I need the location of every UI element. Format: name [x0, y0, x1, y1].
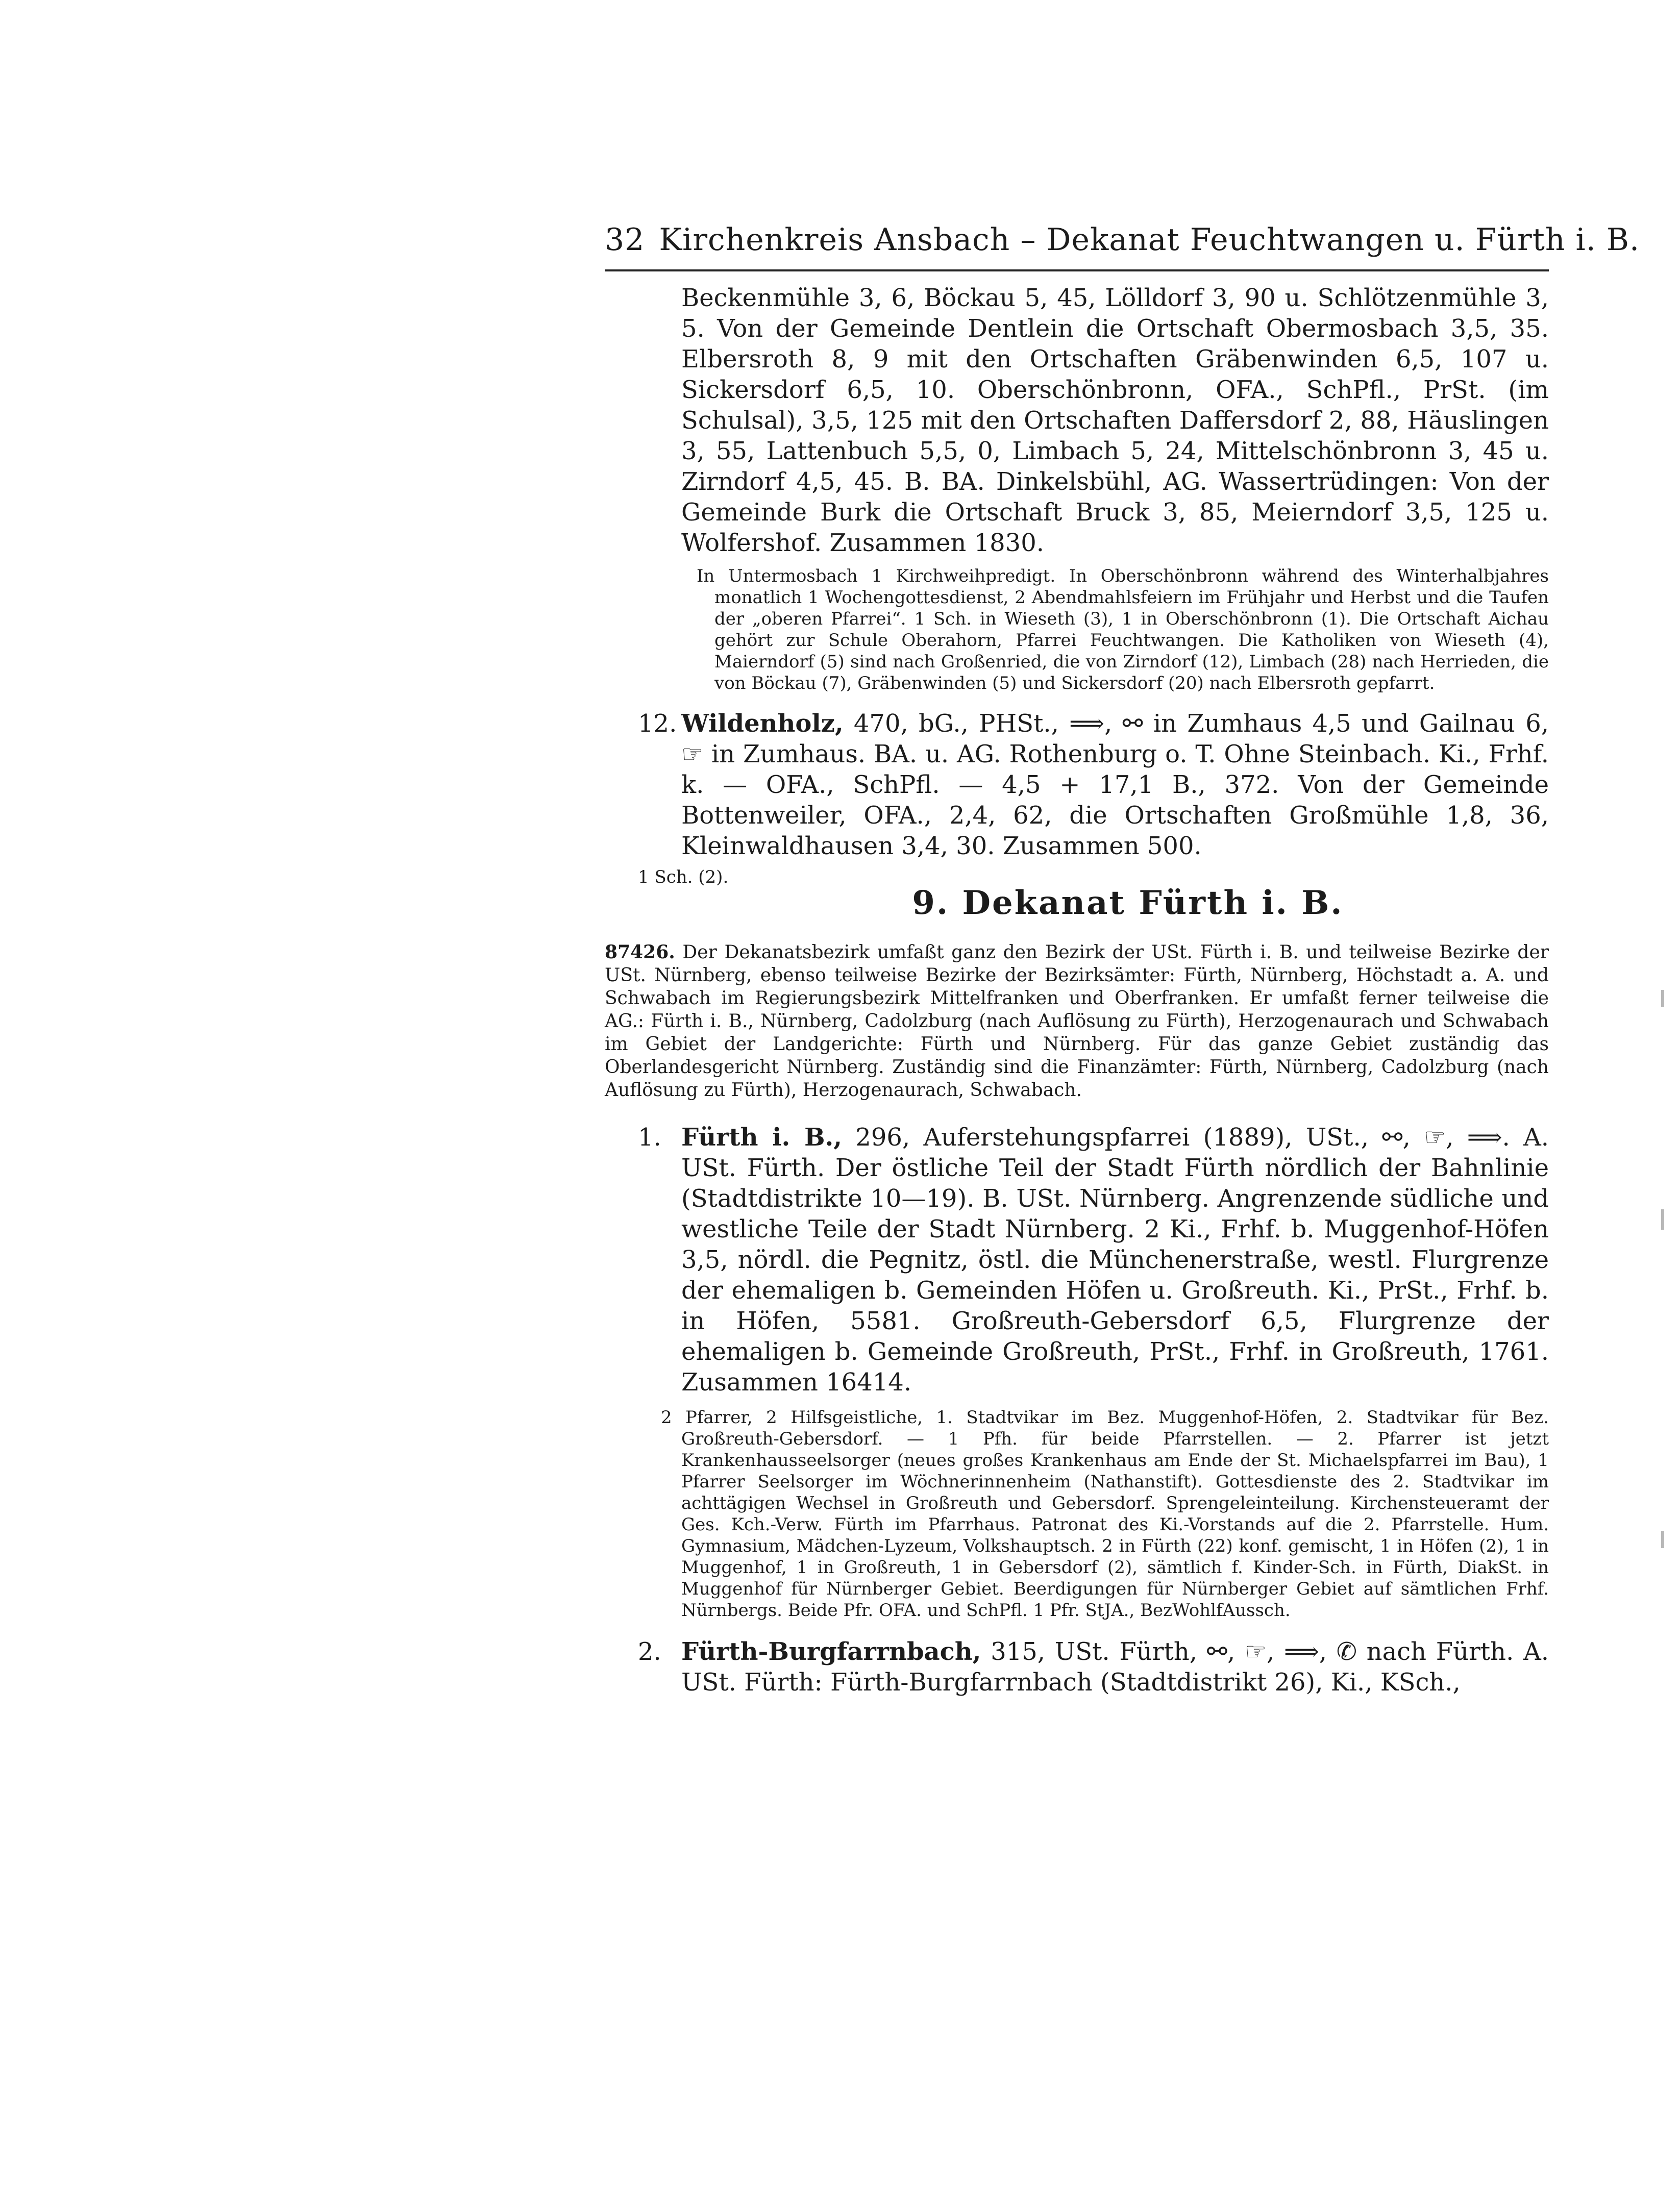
parish-entry-fuerth: [605, 1122, 1549, 1398]
intro-text: Der Dekanatsbezirk umfaßt ganz den Bezirk der USt. Fürth i. B. und teilweise Bezirke der USt. Nürnberg, ebenso teilweise Bezirke der Bezirksämter: Fürth, Nürnberg, Höchstadt a. A. und Schwabach im Regierungsbezirk Mittelfranken und Oberfranken. Er umfaßt ferner teilweise die AG.: Fürth i. B., Nürnberg, Cadolzburg (nach Auflösung zu Fürth), Herzogenaurach und Schwabach im Gebiet der Landgerichte: Fürth und Nürnberg. Für das ganze Gebiet zuständig das Oberlandesgericht Nürnberg. Zuständig sind die Finanzämter: Fürth, Nürnberg, Cadolzburg (nach Auflösung zu Fürth), Herzogenaurach, Schwabach.: [605, 942, 1549, 1101]
page-number: 32: [605, 222, 645, 258]
deanery-intro: [605, 941, 1549, 1102]
entry-name: Wildenholz,: [681, 709, 844, 738]
entry-name: Fürth i. B.,: [681, 1123, 842, 1152]
section-title: 9. Dekanat Fürth i. B.: [912, 884, 1344, 922]
entry-number: 1.: [638, 1123, 661, 1152]
scan-edge-mark: [1661, 1531, 1664, 1548]
postal-code: 87426.: [605, 941, 675, 963]
entry-note: 2 Pfarrer, 2 Hilfsgeistliche, 1. Stadtvikar im Bez. Muggenhof-Höfen, 2. Stadtvikar für Bez. Großreuth-Gebersdorf. — 1 Pfh. für beide Pfarrstellen. — 2. Pfarrer ist jetzt Krankenhausseelsorger (neues großes Krankenhaus am Ende der St. Michaelspfarrei im Bau), 1 Pfarrer Seelsorger im Wöchnerinnenheim (Nathanstift). Gottesdienste des 2. Stadtvikar im achttägigen Wechsel in Großreuth und Gebersdorf. Sprengeleinteilung. Kirchensteueramt der Ges. Kch.-Verw. Fürth im Pfarrhaus. Patronat des Ki.-Vorstands auf die 2. Pfarrstelle. Hum. Gymnasium, Mädchen-Lyzeum, Volkshauptsch. 2 in Fürth (22) konf. gemischt, 1 in Höfen (2), 1 in Muggenhof, 1 in Großreuth, 1 in Gebersdorf (2), sämtlich f. Kinder-Sch. in Fürth, DiakSt. in Muggenhof für Nürnberger Gebiet. Beerdigungen für Nürnberger Gebiet auf sämtlichen Frhf. Nürnbergs. Beide Pfr. OFA. und SchPfl. 1 Pfr. StJA., BezWohlfAussch.: [661, 1407, 1549, 1621]
entry-text: 470, bG., PHSt., ⟹, ⚯ in Zumhaus 4,5 und Gailnau 6, ☞ in Zumhaus. BA. u. AG. Rothenburg o. T. Ohne Steinbach. Ki., Frhf. k. — OFA., SchPfl. — 4,5 + 17,1 B., 372. Von der Gemeinde Bottenweiler, OFA., 2,4, 62, die Ortschaften Großmühle 1,8, 36, Kleinwaldhausen 3,4, 30. Zusammen 500.: [681, 709, 1549, 860]
entry-number: 2.: [638, 1637, 661, 1666]
entry-text: 296, Auferstehungspfarrei (1889), USt., ⚯, ☞, ⟹. A. USt. Fürth. Der östliche Teil der Stadt Fürth nördlich der Bahnlinie (Stadtdistrikte 10—19). B. USt. Nürnberg. Angrenzende südliche und westliche Teile der Stadt Nürnberg. 2 Ki., Frhf. b. Muggenhof-Höfen 3,5, nördl. die Pegnitz, östl. die Münchenerstraße, westl. Flurgrenze der ehemaligen b. Gemeinden Höfen u. Großreuth. Ki., PrSt., Frhf. b. in Höfen, 5581. Großreuth-Gebersdorf 6,5, Flurgrenze der ehemaligen b. Gemeinde Großreuth, PrSt., Frhf. in Großreuth, 1761. Zusammen 16414.: [681, 1123, 1549, 1397]
parish-entry-wildenholz: [605, 708, 1549, 861]
document-page: [605, 219, 1640, 1698]
entry-number: 12.: [638, 709, 677, 738]
scan-edge-mark: [1661, 1209, 1664, 1230]
continuation-paragraph: Beckenmühle 3, 6, Böckau 5, 45, Lölldorf 3, 90 u. Schlötzenmühle 3, 5. Von der Gemeinde Dentlein die Ortschaft Obermosbach 3,5, 35. Elbersroth 8, 9 mit den Ortschaften Gräbenwinden 6,5, 107 u. Sickersdorf 6,5, 10. Oberschönbronn, OFA., SchPfl., PrSt. (im Schulsal), 3,5, 125 mit den Ortschaften Daffersdorf 2, 88, Häuslingen 3, 55, Lattenbuch 5,5, 0, Limbach 5, 24, Mittelschönbronn 3, 45 u. Zirndorf 4,5, 45. B. BA. Dinkelsbühl, AG. Wassertrüdingen: Von der Gemeinde Burk die Ortschaft Bruck 3, 85, Meierndorf 3,5, 125 u. Wolfershof. Zusammen 1830.: [681, 284, 1549, 557]
running-title: Kirchenkreis Ansbach – Dekanat Feuchtwangen u. Fürth i. B.: [659, 222, 1640, 258]
entry-name: Fürth-Burgfarrnbach,: [681, 1637, 981, 1666]
continuation-note: In Untermosbach 1 Kirchweihpredigt. In Oberschönbronn während des Winterhalbjahres monatlich 1 Wochengottesdienst, 2 Abendmahlsfeiern im Frühjahr und Herbst und die Taufen der „oberen Pfarrei“. 1 Sch. in Wieseth (3), 1 in Oberschönbronn (1). Die Ortschaft Aichau gehört zur Schule Oberahorn, Pfarrei Feuchtwangen. Die Katholiken von Wieseth (4), Maierndorf (5) sind nach Großenried, die von Zirndorf (12), Limbach (28) nach Herrieden, die von Böckau (7), Gräbenwinden (5) und Sickersdorf (20) nach Elbersroth gepfarrt.: [697, 566, 1549, 693]
running-header: [605, 219, 1640, 271]
parish-entry-fuerth-burgfarrnbach: [605, 1636, 1549, 1698]
entry-text: 315, USt. Fürth, ⚯, ☞, ⟹, ✆ nach Fürth. A. USt. Fürth: Fürth-Burgfarrnbach (Stadtdistrikt 26), Ki., KSch.,: [681, 1637, 1549, 1697]
entry-note: 1 Sch. (2).: [638, 867, 729, 887]
scan-edge-mark: [1661, 990, 1664, 1007]
